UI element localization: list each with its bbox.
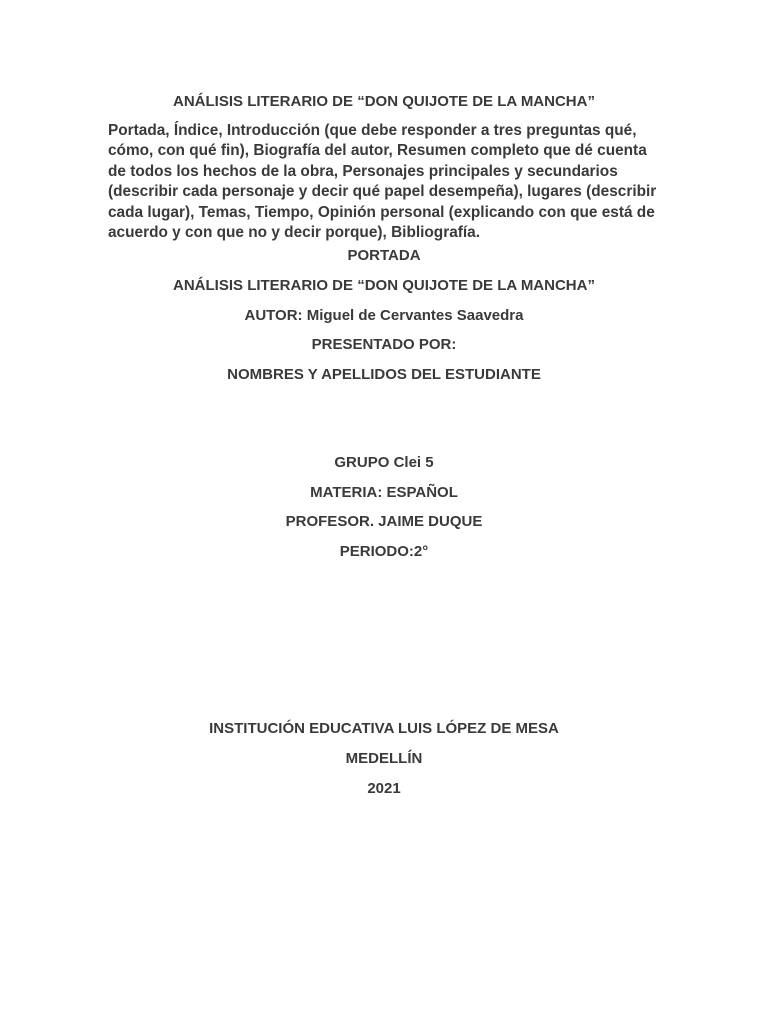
cover-title: ANÁLISIS LITERARIO DE “DON QUIJOTE DE LA MANCHA” (173, 277, 595, 294)
cover-period: PERIODO:2° (339, 543, 429, 560)
cover-subject: MATERIA: ESPAÑOL (310, 484, 458, 501)
cover-author: AUTOR: Miguel de Cervantes Saavedra (244, 307, 524, 324)
cover-teacher: PROFESOR. JAIME DUQUE (285, 513, 483, 530)
cover-city: MEDELLÍN (345, 750, 423, 767)
cover-section-label: PORTADA (347, 247, 421, 264)
cover-institution: INSTITUCIÓN EDUCATIVA LUIS LÓPEZ DE MESA (209, 720, 559, 737)
document-heading: ANÁLISIS LITERARIO DE “DON QUIJOTE DE LA MANCHA” (173, 93, 595, 110)
cover-presented-by: PRESENTADO POR: (311, 336, 457, 353)
cover-student-names: NOMBRES Y APELLIDOS DEL ESTUDIANTE (227, 366, 541, 383)
instructions-paragraph: Portada, Índice, Introducción (que debe responder a tres preguntas qué, cómo, con qué fin), Biografía del autor, Resumen completo que dé cuenta de todos los hechos de la obra, Personajes principales y secundarios (describir cada personaje y decir qué papel desempeña), lugares (describir cada lugar), Temas, Tiempo, Opinión personal (explicando con que está de acuerdo y con que no y decir porque), Bibliografía. (108, 122, 657, 242)
cover-group: GRUPO Clei 5 (334, 454, 434, 471)
cover-year: 2021 (367, 780, 401, 797)
